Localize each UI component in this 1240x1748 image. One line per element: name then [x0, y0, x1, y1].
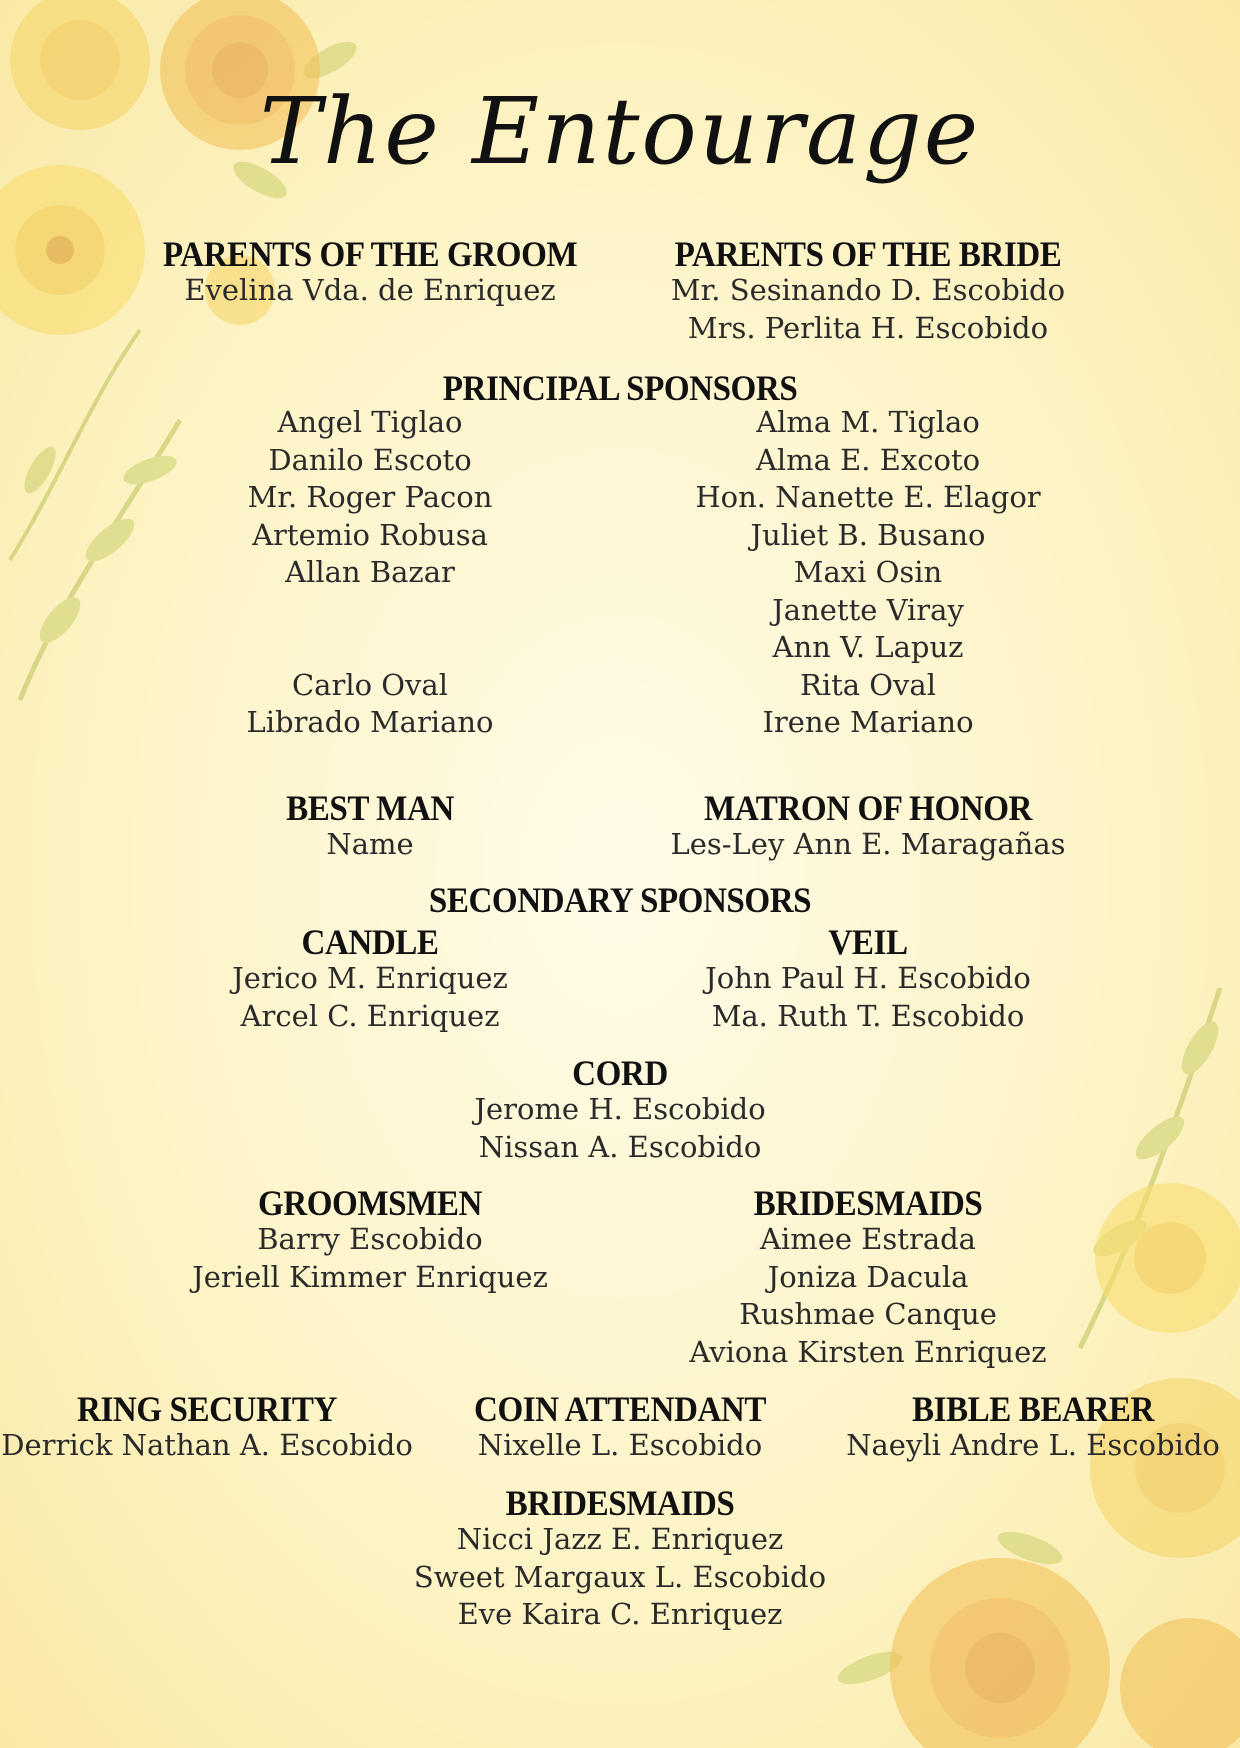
name: Artemio Robusa: [252, 517, 488, 552]
name: Ann V. Lapuz: [772, 630, 964, 664]
candle-section: [130, 924, 610, 1035]
name: Maxi Osin: [793, 555, 943, 589]
name: Alma M. Tiglao: [756, 405, 980, 439]
principal-sponsors-heading-block: [0, 370, 1240, 406]
name: Evelina Vda. de Enriquez: [184, 273, 556, 307]
name: Nicci Jazz E. Enriquez: [456, 1522, 784, 1556]
matron-of-honor-section: [630, 790, 1106, 864]
name: Mr. Roger Pacon: [247, 480, 493, 514]
name: Mrs. Perlita H. Escobido: [687, 310, 1049, 345]
name: Hon. Nanette E. Elagor: [695, 480, 1041, 514]
section-heading: BRIDESMAIDS: [505, 1483, 735, 1523]
name: Angel Tiglao: [277, 405, 463, 439]
section-heading: RING SECURITY: [77, 1389, 337, 1429]
section-heading: CORD: [572, 1053, 668, 1093]
name: Les-Ley Ann E. Maragañas: [670, 827, 1066, 861]
section-heading: SECONDARY SPONSORS: [428, 880, 812, 920]
section-heading: BIBLE BEARER: [911, 1389, 1155, 1429]
name: Allan Bazar: [285, 555, 455, 589]
name: Alma E. Excoto: [755, 442, 981, 477]
name: Name: [326, 827, 414, 861]
name: Ma. Ruth T. Escobido: [711, 998, 1025, 1033]
parents-of-groom-section: [130, 236, 610, 310]
name: Irene Mariano: [762, 705, 974, 739]
section-heading: PARENTS OF THE GROOM: [162, 234, 578, 274]
section-heading: BRIDESMAIDS: [753, 1183, 983, 1223]
name: Mr. Sesinando D. Escobido: [670, 273, 1066, 307]
name: Danilo Escoto: [268, 442, 472, 477]
name: Aimee Estrada: [760, 1222, 976, 1256]
section-heading: MATRON OF HONOR: [704, 788, 1032, 828]
name: Eve Kaira C. Enriquez: [457, 1597, 783, 1631]
name: Jeriell Kimmer Enriquez: [192, 1259, 548, 1294]
section-heading: BEST MAN: [286, 788, 454, 828]
best-man-section: [130, 790, 610, 864]
coin-attendant-section: [414, 1391, 826, 1465]
name: John Paul H. Escobido: [705, 961, 1031, 995]
page-title: The Entourage: [259, 78, 981, 185]
name: Derrick Nathan A. Escobido: [1, 1428, 413, 1462]
bridesmaids-section: [630, 1185, 1106, 1371]
section-heading: COIN ATTENDANT: [473, 1389, 766, 1429]
name: Nixelle L. Escobido: [477, 1428, 763, 1462]
name: Juliet B. Busano: [750, 517, 986, 552]
name: Arcel C. Enriquez: [240, 998, 500, 1033]
groomsmen-section: [130, 1185, 610, 1296]
flower-girls-section: [0, 1485, 1240, 1634]
name: Aviona Kirsten Enriquez: [689, 1334, 1047, 1369]
name: Carlo Oval: [291, 667, 449, 702]
secondary-sponsors-heading-block: [0, 882, 1240, 918]
section-heading: GROOMSMEN: [257, 1183, 483, 1223]
section-heading: PARENTS OF THE BRIDE: [674, 234, 1062, 274]
name: Joniza Dacula: [767, 1259, 969, 1294]
name: Naeyli Andre L. Escobido: [846, 1428, 1220, 1462]
principal-sponsors-left: [130, 404, 610, 742]
section-heading: CANDLE: [301, 922, 439, 962]
name: Janette Viray: [772, 592, 964, 627]
name: Nissan A. Escobido: [478, 1129, 762, 1164]
principal-sponsors-right: [630, 404, 1106, 742]
name: Barry Escobido: [257, 1222, 483, 1256]
name: Sweet Margaux L. Escobido: [413, 1559, 827, 1594]
section-heading: PRINCIPAL SPONSORS: [442, 368, 798, 408]
veil-section: [630, 924, 1106, 1035]
name: Jerome H. Escobido: [474, 1092, 766, 1126]
cord-section: [0, 1055, 1240, 1166]
name: Jerico M. Enriquez: [232, 961, 508, 995]
bible-bearer-section: [826, 1391, 1240, 1465]
name: Rita Oval: [800, 667, 936, 702]
parents-of-bride-section: [630, 236, 1106, 347]
name: Librado Mariano: [246, 705, 494, 739]
ring-security-section: [0, 1391, 414, 1465]
section-heading: VEIL: [828, 922, 908, 962]
name: Rushmae Canque: [739, 1297, 997, 1331]
